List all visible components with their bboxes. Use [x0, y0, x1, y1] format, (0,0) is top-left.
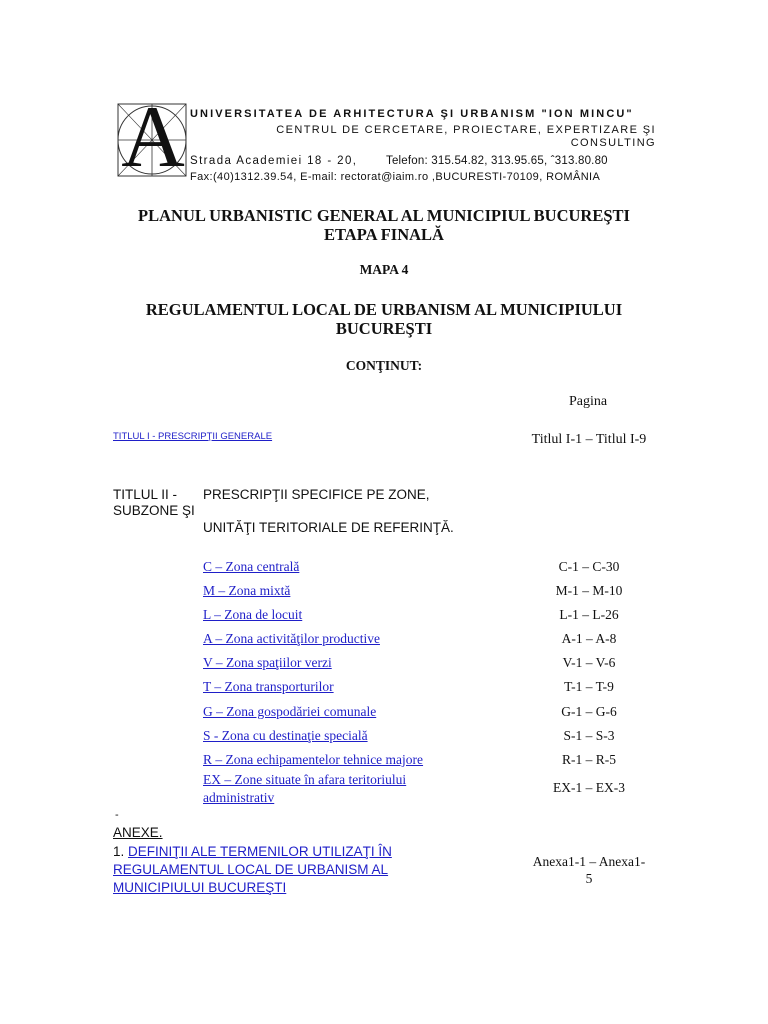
titlul2-line1: PRESCRIPŢII SPECIFICE PE ZONE,	[203, 487, 430, 502]
zone-link-c[interactable]: C – Zona centrală	[203, 559, 300, 574]
anexa1-link-line3[interactable]: MUNICIPIULUI BUCUREŞTI	[113, 880, 287, 895]
zone-pages-g: G-1 – G-6	[561, 704, 617, 719]
document-title	[0, 206, 768, 244]
anexe-dash: -	[115, 809, 119, 821]
zone-link-a[interactable]: A – Zona activităţilor productive	[203, 631, 380, 646]
anexa1-entry[interactable]	[113, 843, 392, 897]
titlul2-prefix: TITLUL II -	[113, 487, 178, 502]
zone-link-g[interactable]: G – Zona gospodăriei comunale	[203, 704, 377, 719]
anexa1-pages-line2: 5	[585, 871, 593, 886]
zone-ex-line2[interactable]: administrativ	[203, 790, 275, 805]
regulament-line1: REGULAMENTUL LOCAL DE URBANISM AL MUNICIPIULUI	[145, 300, 623, 319]
zone-link-v[interactable]: V – Zona spaţiilor verzi	[203, 655, 332, 670]
center-name-line2: CONSULTING	[570, 137, 656, 149]
zone-pages-ex: EX-1 – EX-3	[553, 780, 625, 795]
zone-link-r[interactable]: R – Zona echipamentelor tehnice majore	[203, 752, 424, 767]
zone-pages-m: M-1 – M-10	[555, 583, 623, 598]
zone-link-s[interactable]: S - Zona cu destinaţie specială	[203, 728, 368, 743]
anexa1-link-line1[interactable]: DEFINIŢII ALE TERMENILOR UTILIZAŢI ÎN	[128, 844, 392, 859]
title-line1: PLANUL URBANISTIC GENERAL AL MUNICIPIUL BUCUREŞTI	[138, 206, 630, 225]
zone-ex-line1[interactable]: EX – Zone situate în afara teritoriului	[203, 772, 407, 787]
zone-pages-a: A-1 – A-8	[561, 631, 617, 646]
address-fax: Fax:(40)1312.39.54, E-mail: rectorat@iaim.ro ,BUCURESTI-70109, ROMÂNIA	[190, 171, 601, 183]
zone-link-t[interactable]: T – Zona transporturilor	[203, 679, 334, 694]
logo-letter: A	[121, 89, 185, 186]
continut-heading: CONŢINUT:	[345, 358, 423, 373]
anexa1-pages-line1: Anexa1-1 – Anexa1-	[532, 854, 646, 869]
zone-link-m[interactable]: M – Zona mixtă	[203, 583, 291, 598]
zone-pages-l: L-1 – L-26	[559, 607, 619, 622]
anexa1-link-line2[interactable]: REGULAMENTUL LOCAL DE URBANISM AL	[113, 862, 389, 877]
titlul1-pages: Titlul I-1 – Titlul I-9	[531, 432, 647, 447]
zone-pages-c: C-1 – C-30	[558, 559, 620, 574]
zone-pages-v: V-1 – V-6	[562, 655, 616, 670]
anexa1-number: 1.	[113, 844, 125, 859]
titlul2-line2: SUBZONE ŞI	[113, 503, 195, 518]
mapa-label: MAPA 4	[359, 262, 409, 277]
address-street: Strada Academiei 18 - 20,	[190, 155, 358, 167]
zone-link-l[interactable]: L – Zona de locuit	[203, 607, 303, 622]
anexa1-pages	[518, 853, 660, 887]
title-line2: ETAPA FINALĂ	[324, 225, 444, 244]
zone-pages-t: T-1 – T-9	[564, 679, 614, 694]
anexe-heading: ANEXE.	[113, 825, 163, 840]
address-phone: Telefon: 315.54.82, 313.95.65, ˆ313.80.80	[386, 155, 608, 167]
pagina-column-header: Pagina	[569, 394, 608, 409]
regulament-line2: BUCUREŞTI	[335, 319, 433, 338]
center-name-line1: CENTRUL DE CERCETARE, PROIECTARE, EXPERTIZARE ŞI	[276, 124, 656, 136]
regulament-title	[0, 300, 768, 338]
university-name: UNIVERSITATEA DE ARHITECTURA ŞI URBANISM "ION MINCU"	[190, 108, 634, 120]
zone-link-ex[interactable]	[203, 771, 406, 807]
titlul2-line3: UNITĂŢI TERITORIALE DE REFERINŢĂ.	[203, 520, 454, 535]
zone-pages-s: S-1 – S-3	[563, 728, 615, 743]
university-logo	[112, 89, 192, 186]
titlul1-link[interactable]: TITLUL I - PRESCRIPŢII GENERALE	[113, 431, 273, 442]
zone-pages-r: R-1 – R-5	[562, 752, 616, 767]
